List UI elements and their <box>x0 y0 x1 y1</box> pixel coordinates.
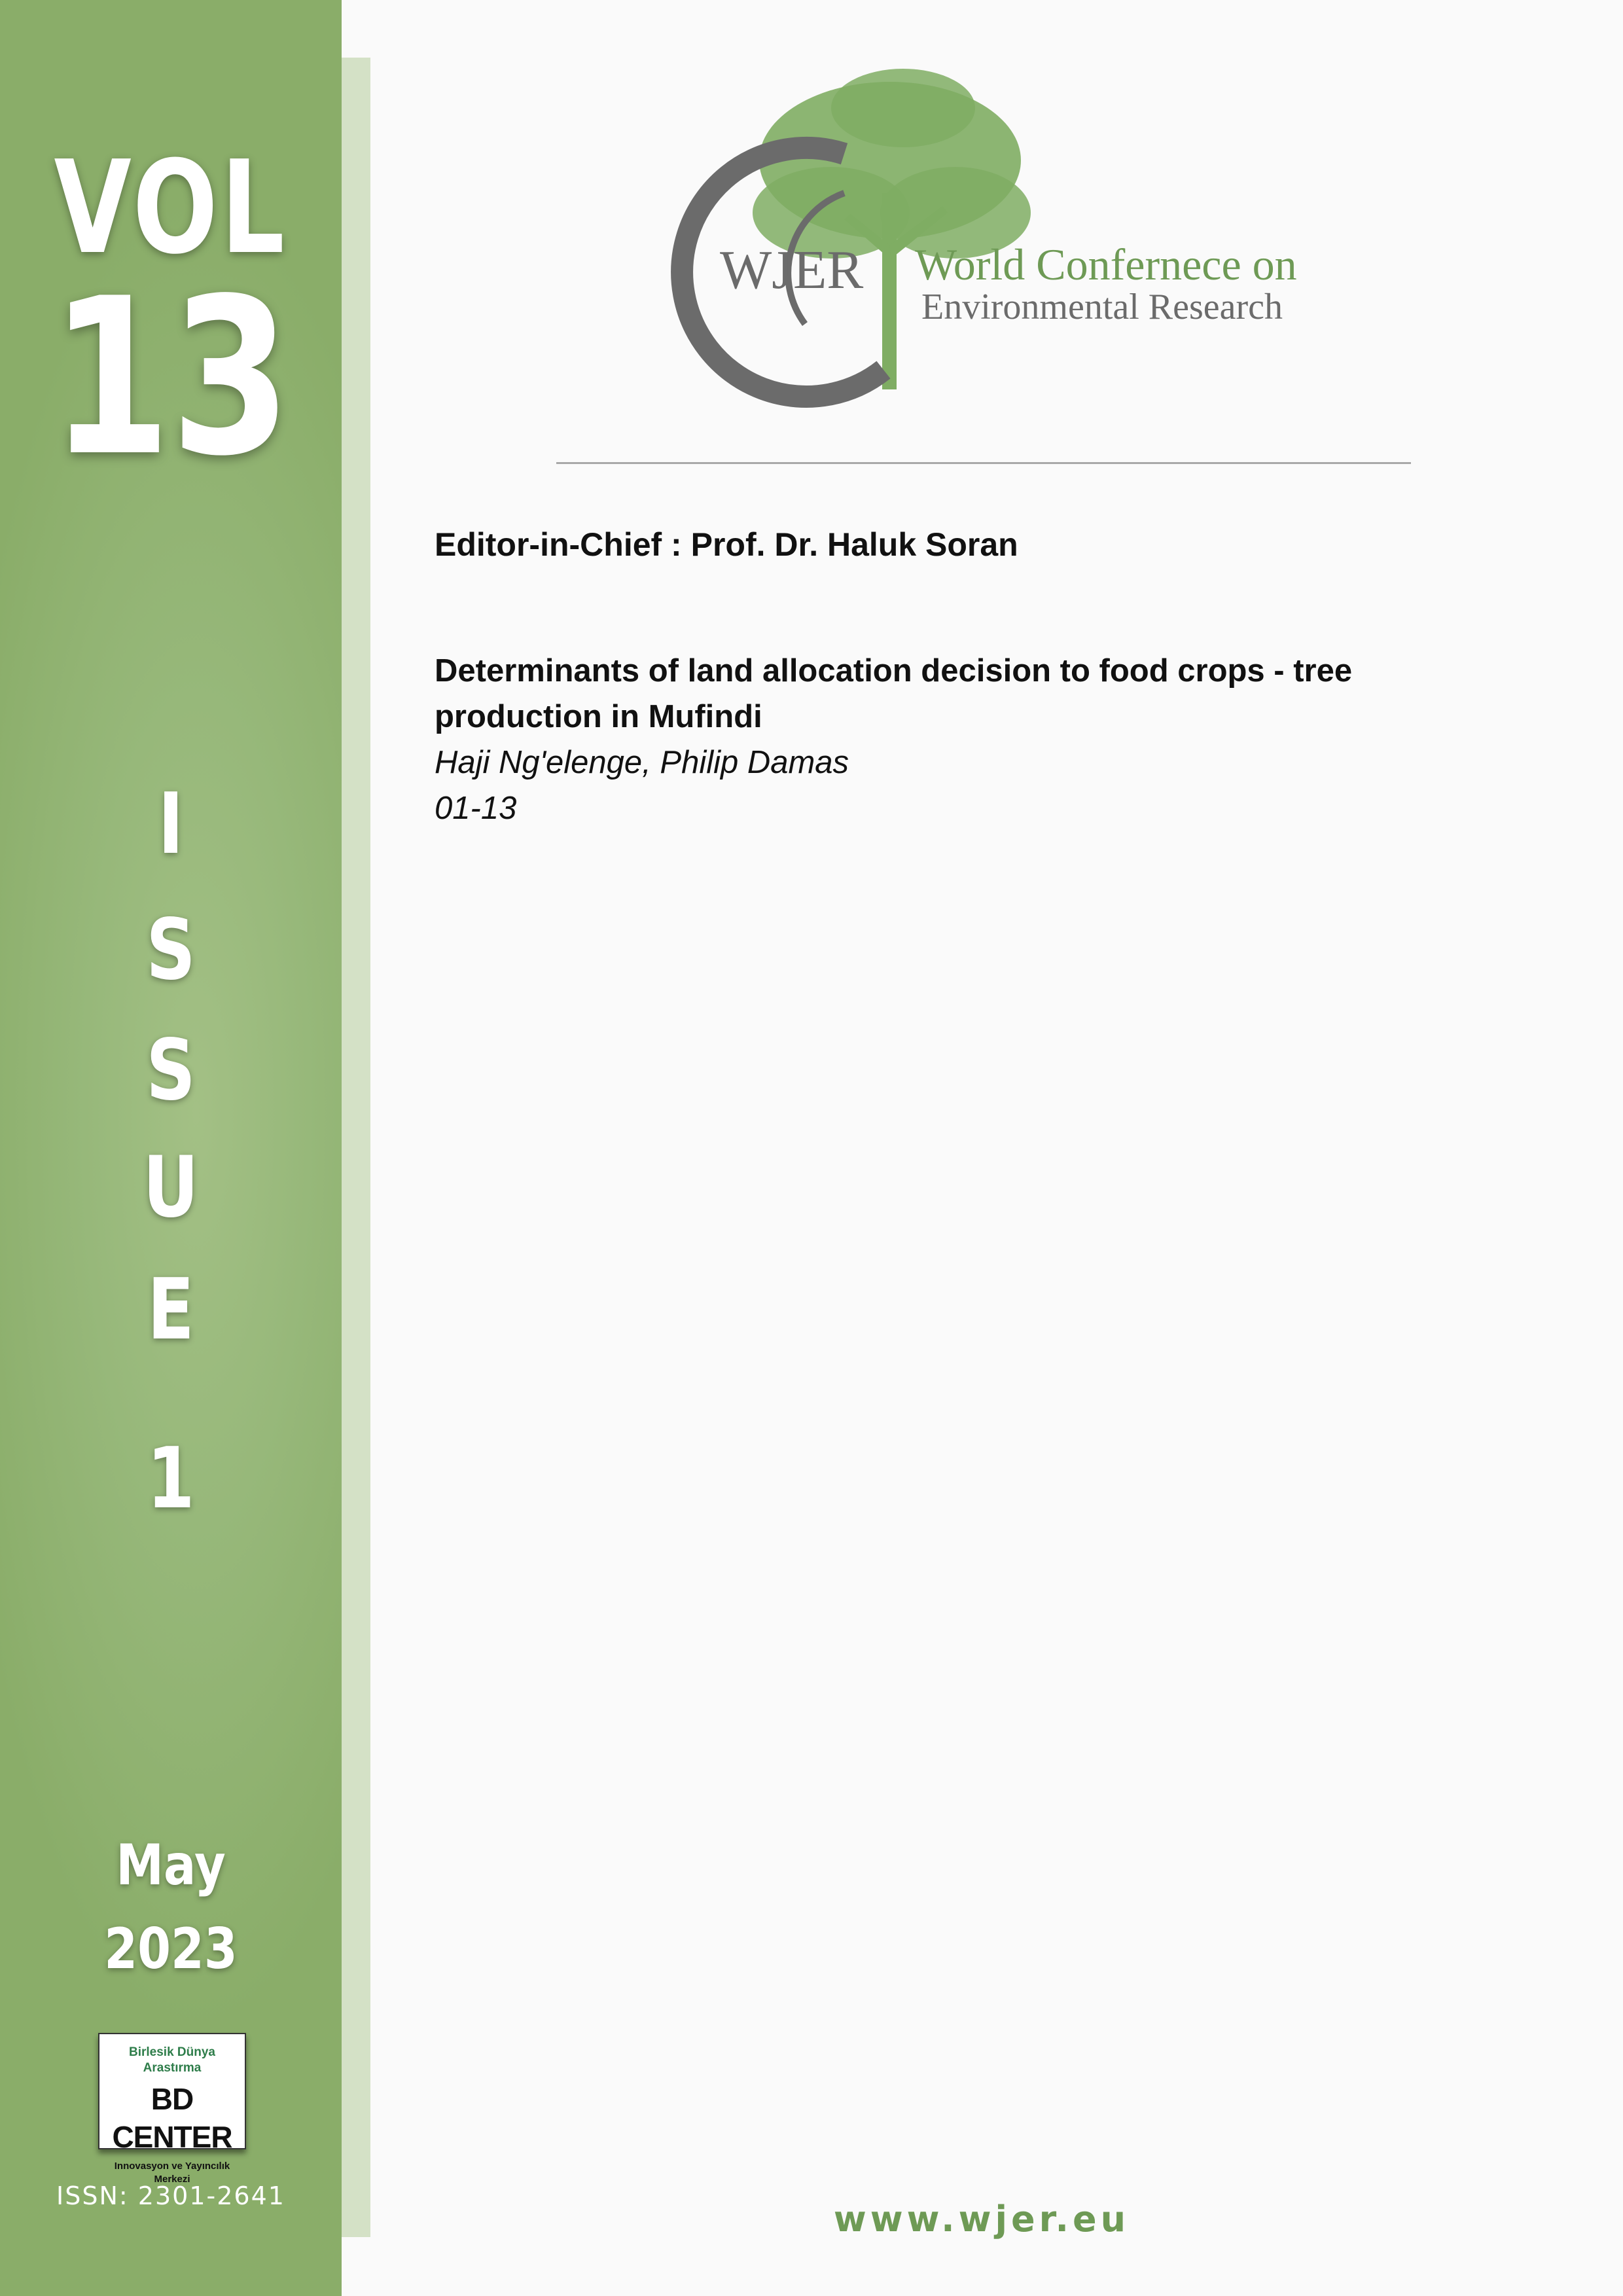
volume-number: 13 <box>50 252 291 503</box>
issue-letter-4: U <box>143 1139 199 1236</box>
issue-letter-1: I <box>158 776 184 873</box>
issue-letter-5: E <box>147 1261 194 1359</box>
issue-number: 1 <box>147 1430 195 1528</box>
journal-logo-name-line2: Environmental Research <box>921 287 1283 327</box>
publisher-logo <box>98 2033 246 2185</box>
publisher-logo-mid: BD CENTER <box>112 2082 232 2154</box>
journal-logo <box>648 62 1329 416</box>
issue-month: May <box>116 1833 226 1898</box>
publisher-logo-bottom: Innovasyon ve Yayıncılık Merkezi <box>114 2161 230 2185</box>
editor-in-chief: Editor-in-Chief : Prof. Dr. Haluk Soran <box>435 526 1018 563</box>
volume-label: VOL <box>54 134 288 283</box>
sidebar-accent-strip <box>342 58 370 2237</box>
journal-logo-name-line1: World Confernece on <box>915 240 1297 289</box>
journal-website-link[interactable]: www.wjer.eu <box>833 2198 1130 2240</box>
header-divider <box>556 462 1411 464</box>
article-authors: Haji Ng'elenge, Philip Damas <box>435 745 849 780</box>
journal-logo-abbr: WJER <box>720 240 864 300</box>
issue-letter-3: S <box>146 1022 196 1119</box>
issue-letter-2: S <box>146 901 196 999</box>
article-title[interactable]: Determinants of land allocation decision to food crops - tree production in Mufindi <box>435 653 1353 734</box>
tree-icon <box>753 69 1031 389</box>
issue-year: 2023 <box>104 1916 238 1982</box>
issn-number: ISSN: 2301-2641 <box>56 2181 285 2210</box>
article-pages: 01-13 <box>435 791 517 826</box>
publisher-logo-top: Birlesik Dünya Arastırma <box>129 2045 215 2075</box>
